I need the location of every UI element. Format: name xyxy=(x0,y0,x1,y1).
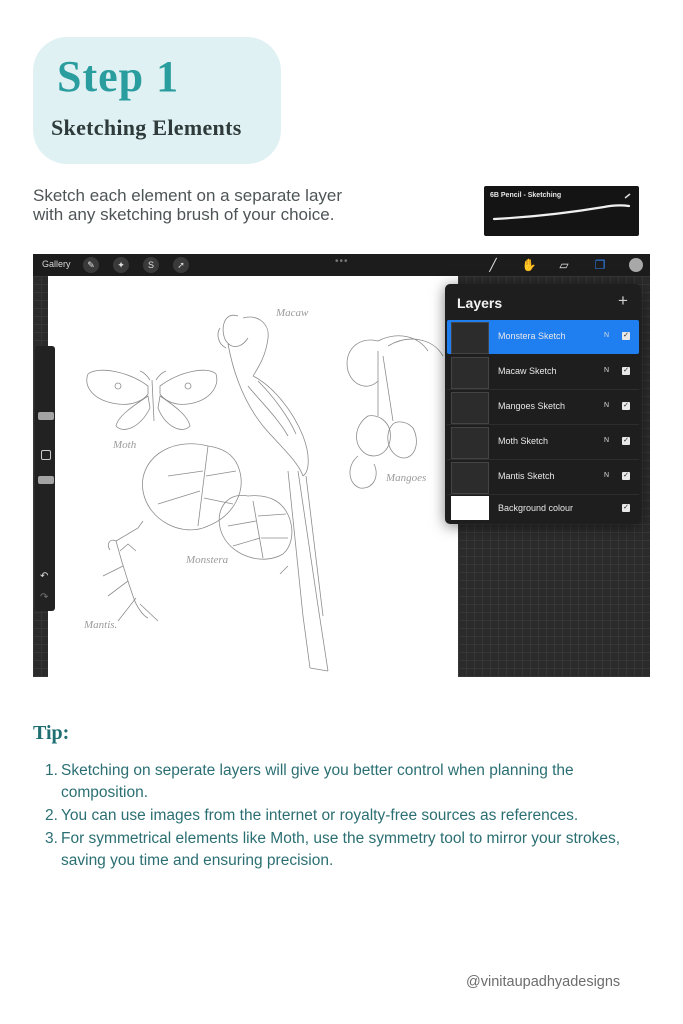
blend-mode[interactable]: N xyxy=(604,367,610,374)
tip-heading: Tip: xyxy=(33,722,70,744)
more-dots-icon[interactable]: ••• xyxy=(335,256,349,267)
tip-item xyxy=(45,828,655,872)
visibility-checkbox[interactable]: ✓ xyxy=(623,332,629,339)
tip-item xyxy=(45,805,655,827)
mantis-sketch xyxy=(103,521,158,621)
undo-icon[interactable]: ↶ xyxy=(40,571,49,582)
brush-stroke-icon xyxy=(484,186,639,236)
add-layer-icon[interactable]: + xyxy=(618,291,628,310)
layer-row-monstera[interactable] xyxy=(447,320,639,354)
tip-number: 1. xyxy=(45,762,58,779)
selection-icon[interactable]: S xyxy=(143,257,159,273)
layer-name: Background colour xyxy=(498,503,574,513)
tip-text: Sketching on seperate layers will give you better control when planning the composition. xyxy=(61,762,574,801)
left-sidebar xyxy=(35,346,55,611)
intro-line-1: Sketch each element on a separate layer xyxy=(33,186,343,205)
layer-thumbnail xyxy=(451,392,489,424)
mangoes-sketch xyxy=(347,336,443,488)
redo-icon[interactable]: ↷ xyxy=(40,592,49,603)
smudge-icon[interactable]: ✋ xyxy=(521,258,537,272)
blend-mode[interactable]: N xyxy=(604,472,610,479)
step-title: Step 1 xyxy=(57,52,180,101)
magic-wand-icon[interactable]: ✦ xyxy=(113,257,129,273)
mangoes-label: Mangoes xyxy=(386,472,427,484)
gallery-button[interactable]: Gallery xyxy=(42,259,71,269)
layers-icon[interactable]: ❐ xyxy=(594,258,606,272)
wrench-icon[interactable]: ✎ xyxy=(83,257,99,273)
macaw-label: Macaw xyxy=(276,307,309,319)
tip-text: You can use images from the internet or royalty-free sources as references. xyxy=(61,807,579,824)
mantis-label: Mantis. xyxy=(84,619,118,631)
tip-number: 3. xyxy=(45,830,58,847)
layer-name: Macaw Sketch xyxy=(498,366,557,376)
procreate-app-window xyxy=(33,254,650,677)
layers-panel xyxy=(445,284,641,524)
layer-name: Mantis Sketch xyxy=(498,471,555,481)
layer-thumbnail xyxy=(451,322,489,354)
brush-label: 6B Pencil - Sketching xyxy=(490,192,562,199)
visibility-checkbox[interactable]: ✓ xyxy=(623,367,629,374)
layer-thumbnail xyxy=(451,496,489,520)
layer-row-mantis[interactable] xyxy=(447,460,639,494)
tip-list xyxy=(45,760,655,873)
visibility-checkbox[interactable]: ✓ xyxy=(623,402,629,409)
blend-mode[interactable]: N xyxy=(604,402,610,409)
macaw-sketch xyxy=(218,315,328,671)
tip-number: 2. xyxy=(45,807,58,824)
transform-arrow-icon[interactable]: ➚ xyxy=(173,257,189,273)
tip-text: For symmetrical elements like Moth, use the symmetry tool to mirror your strokes, saving you time and ensuring precision. xyxy=(61,830,621,869)
intro-line-2: with any sketching brush of your choice. xyxy=(33,205,335,224)
top-toolbar xyxy=(33,254,650,276)
step-header-box xyxy=(33,37,281,164)
monstera-label: Monstera xyxy=(186,554,229,566)
intro-text xyxy=(33,186,453,224)
visibility-checkbox[interactable]: ✓ xyxy=(623,472,629,479)
color-icon[interactable] xyxy=(629,258,643,272)
sketch-artwork xyxy=(48,276,458,677)
brush-icon[interactable]: ╱ xyxy=(489,258,497,272)
tip-item xyxy=(45,760,655,804)
layer-row-macaw[interactable] xyxy=(447,355,639,389)
layer-thumbnail xyxy=(451,462,489,494)
opacity-slider[interactable] xyxy=(38,476,54,484)
visibility-checkbox[interactable]: ✓ xyxy=(623,437,629,444)
layer-row-background[interactable] xyxy=(447,492,639,526)
modify-button[interactable] xyxy=(41,450,51,460)
blend-mode[interactable]: N xyxy=(604,332,610,339)
brush-preview xyxy=(484,186,639,236)
visibility-checkbox[interactable]: ✓ xyxy=(623,504,629,511)
layers-title: Layers xyxy=(457,295,503,311)
layer-row-mangoes[interactable] xyxy=(447,390,639,424)
author-handle: @vinitaupadhyadesigns xyxy=(466,974,621,990)
eraser-icon[interactable]: ▱ xyxy=(559,258,569,272)
brush-size-slider[interactable] xyxy=(38,412,54,420)
layer-thumbnail xyxy=(451,427,489,459)
layer-thumbnail xyxy=(451,357,489,389)
step-subtitle: Sketching Elements xyxy=(51,115,242,140)
blend-mode[interactable]: N xyxy=(604,437,610,444)
layer-name: Moth Sketch xyxy=(498,436,549,446)
drawing-canvas[interactable] xyxy=(48,276,458,677)
moth-sketch xyxy=(87,370,217,429)
moth-label: Moth xyxy=(113,439,137,451)
layer-name: Mangoes Sketch xyxy=(498,401,566,411)
layer-name: Monstera Sketch xyxy=(498,331,566,341)
layer-row-moth[interactable] xyxy=(447,425,639,459)
